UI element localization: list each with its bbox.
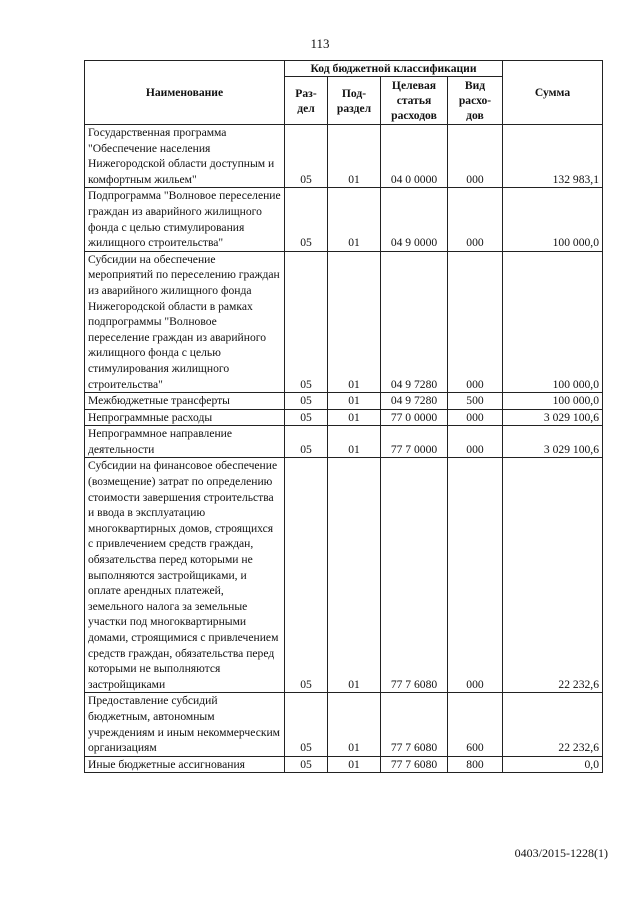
row-amount: 0,0 (503, 756, 603, 773)
row-target-article: 04 0 0000 (381, 125, 448, 188)
row-name: Государственная программа "Обеспечение населения Нижегородской области доступным и комфортным жильем" (85, 125, 285, 188)
row-target-article: 04 9 7280 (381, 393, 448, 410)
row-target-article: 04 9 7280 (381, 251, 448, 392)
row-section: 05 (285, 693, 328, 756)
row-section: 05 (285, 188, 328, 251)
row-name: Предоставление субсидий бюджетным, автономным учреждениям и иным некоммерческим организациям (85, 693, 285, 756)
row-amount: 100 000,0 (503, 251, 603, 392)
row-amount: 22 232,6 (503, 458, 603, 693)
row-name: Непрограммные расходы (85, 409, 285, 426)
table-row (85, 458, 603, 693)
header-target-article: Целевая статья расходов (381, 77, 448, 125)
row-amount: 22 232,6 (503, 693, 603, 756)
budget-table (84, 60, 603, 773)
row-expense-type: 000 (448, 125, 503, 188)
row-target-article: 77 7 6080 (381, 458, 448, 693)
row-subsection: 01 (328, 409, 381, 426)
header-classification-group: Код бюджетной классификации (285, 61, 503, 77)
row-name: Межбюджетные трансферты (85, 393, 285, 410)
row-target-article: 04 9 0000 (381, 188, 448, 251)
row-target-article: 77 0 0000 (381, 409, 448, 426)
row-expense-type: 000 (448, 409, 503, 426)
row-subsection: 01 (328, 756, 381, 773)
header-name: Наименование (85, 61, 285, 125)
row-amount: 3 029 100,6 (503, 409, 603, 426)
table-row (85, 393, 603, 410)
table-row (85, 125, 603, 188)
table-row (85, 756, 603, 773)
row-target-article: 77 7 0000 (381, 426, 448, 458)
row-expense-type: 000 (448, 458, 503, 693)
header-amount: Сумма (503, 61, 603, 125)
row-amount: 100 000,0 (503, 188, 603, 251)
row-subsection: 01 (328, 188, 381, 251)
row-section: 05 (285, 251, 328, 392)
row-section: 05 (285, 393, 328, 410)
document-code: 0403/2015-1228(1) (514, 846, 608, 860)
row-subsection: 01 (328, 458, 381, 693)
row-expense-type: 000 (448, 251, 503, 392)
row-amount: 3 029 100,6 (503, 426, 603, 458)
row-subsection: 01 (328, 251, 381, 392)
row-name: Субсидии на финансовое обеспечение (возмещение) затрат по определению стоимости завершения строительства и ввода в эксплуатацию многоквартирных домов, строящихся с привлечением средств граждан, обязательства перед которыми не выполняются застройщиками, и оплате арендных платежей, земельного налога за земельные участки под многоквартирными домами, строящимися с привлечением средств граждан, обязательства перед которыми не выполняются застройщиками (85, 458, 285, 693)
row-name: Иные бюджетные ассигнования (85, 756, 285, 773)
row-expense-type: 600 (448, 693, 503, 756)
table-row (85, 693, 603, 756)
row-expense-type: 500 (448, 393, 503, 410)
row-expense-type: 000 (448, 188, 503, 251)
row-section: 05 (285, 409, 328, 426)
row-subsection: 01 (328, 426, 381, 458)
table-row (85, 409, 603, 426)
page-number: 113 (310, 36, 330, 51)
header-section: Раз- дел (285, 77, 328, 125)
table-row (85, 251, 603, 392)
header-subsection: Под- раздел (328, 77, 381, 125)
row-subsection: 01 (328, 693, 381, 756)
row-target-article: 77 7 6080 (381, 693, 448, 756)
row-section: 05 (285, 756, 328, 773)
row-section: 05 (285, 426, 328, 458)
row-subsection: 01 (328, 393, 381, 410)
row-target-article: 77 7 6080 (381, 756, 448, 773)
row-subsection: 01 (328, 125, 381, 188)
row-amount: 100 000,0 (503, 393, 603, 410)
table-row (85, 188, 603, 251)
row-expense-type: 000 (448, 426, 503, 458)
row-name: Непрограммное направление деятельности (85, 426, 285, 458)
table-row (85, 426, 603, 458)
row-name: Субсидии на обеспечение мероприятий по переселению граждан из аварийного жилищного фонда Нижегородской области в рамках подпрограммы "Волновое переселение граждан из аварийного жилищного фонда с целью стимулирования жилищного строительства" (85, 251, 285, 392)
row-name: Подпрограмма "Волновое переселение граждан из аварийного жилищного фонда с целью стимулирования жилищного строительства" (85, 188, 285, 251)
row-expense-type: 800 (448, 756, 503, 773)
row-section: 05 (285, 458, 328, 693)
row-section: 05 (285, 125, 328, 188)
row-amount: 132 983,1 (503, 125, 603, 188)
header-expense-type: Вид расхо- дов (448, 77, 503, 125)
